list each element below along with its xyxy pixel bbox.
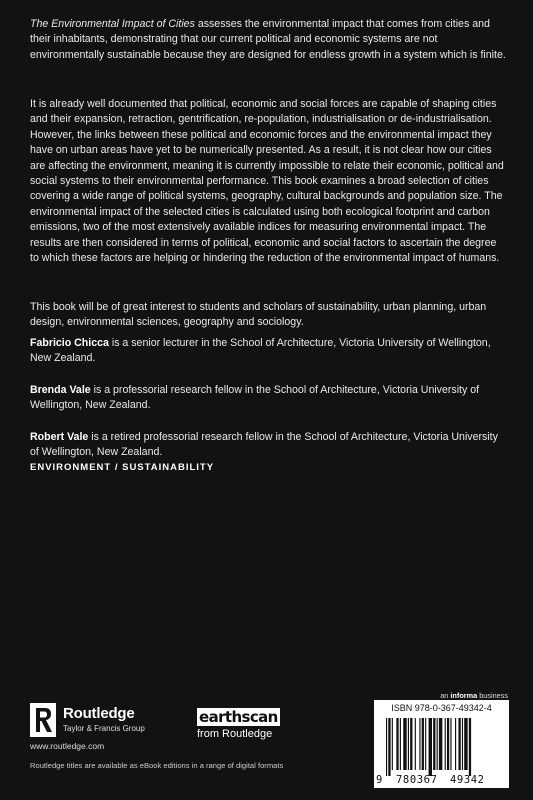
publisher-name: Routledge [63, 705, 135, 722]
ebook-footnote: Routledge titles are available as eBook editions in a range of digital formats [30, 761, 284, 770]
description-paragraph-2: It is already well documented that political, economic and social forces are capable of shaping cities and their expansion, retraction, gentrification, re-population, industrialisation or de-industrialisation. However, the links between these political and economic forces and the environmental impact they have on urban areas have yet to be numerically presented. As a result, it is not clear how our cities are affecting the environment, meaning it is currently impossible to relate their economic, political and social systems to their environmental performance. This book examines a broad selection of cities covering a wide range of political systems, geography, cultural backgrounds and population size. The environmental impact of the selected cities is calculated using both ecological footprint and carbon emissions, two of the most extensively available indices for measuring environmental impact. The results are then considered in terms of political, economic and social factors to ascertain the degree to which these factors are helping or hindering the reduction of the environmental impact of humans. [30, 98, 504, 265]
subject-category: ENVIRONMENT / SUSTAINABILITY [30, 462, 215, 473]
barcode-icon [386, 718, 498, 776]
isbn-barcode-panel [374, 700, 509, 788]
earthscan-logo [197, 708, 277, 744]
routledge-r-icon [30, 703, 56, 737]
author-bio-text: is a retired professorial research fellow in the School of Architecture, Victoria University of Wellington, New Zealand. [30, 431, 498, 459]
informa-business-tag: an informa business [440, 691, 508, 700]
barcode-digit-first: 9 [376, 774, 383, 786]
author-bio-2 [30, 383, 508, 414]
author-bio-text: is a professorial research fellow in the School of Architecture, Victoria University of Wellington, New Zealand. [30, 384, 480, 412]
routledge-logo [30, 703, 175, 738]
barcode-digits-left: 780367 [396, 774, 438, 786]
description-text: assesses the environmental impact that comes from cities and their inhabitants, demonstrating that our current political and economic systems are not environmentally sustainable because they are designed for endless growth in a system which is finite. [30, 18, 506, 61]
author-name: Brenda Vale [30, 384, 91, 396]
author-bio-3 [30, 430, 508, 461]
description-paragraph-3: This book will be of great interest to students and scholars of sustainability, urban planning, urban design, environmental sciences, geography and sociology. [30, 301, 487, 329]
author-bio-1 [30, 336, 508, 367]
publisher-group: Taylor & Francis Group [63, 724, 145, 733]
author-name: Fabricio Chicca [30, 337, 109, 349]
imprint-subtitle: from Routledge [197, 728, 273, 740]
publisher-website[interactable]: www.routledge.com [30, 741, 105, 751]
isbn-label: ISBN 978-0-367-49342-4 [391, 703, 492, 713]
author-name: Robert Vale [30, 431, 89, 443]
imprint-name: earthscan [199, 708, 278, 726]
book-title: The Environmental Impact of Cities [30, 18, 195, 30]
barcode-digits-right: 49342 [450, 774, 485, 786]
author-bio-text: is a senior lecturer in the School of Architecture, Victoria University of Wellington, New Zealand. [30, 337, 491, 365]
description-paragraph-1 [30, 17, 508, 63]
